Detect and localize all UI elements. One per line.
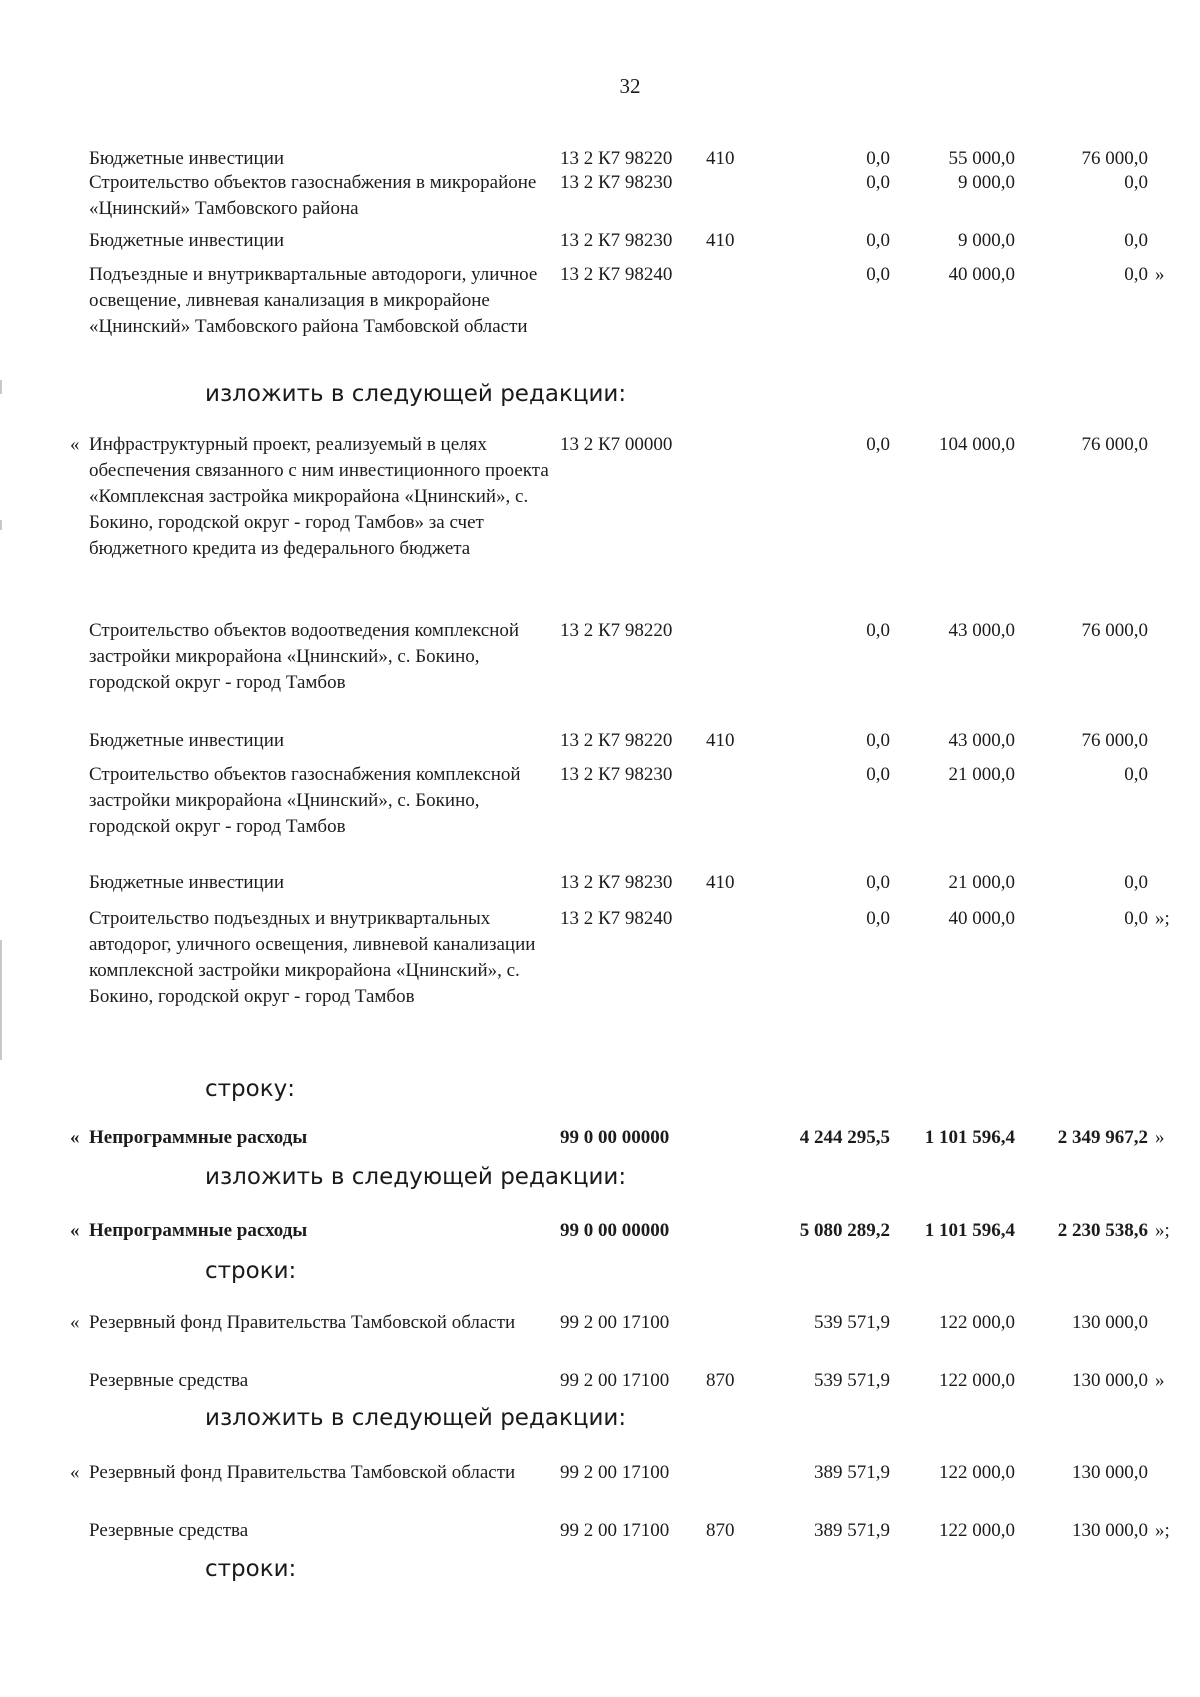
amendment-instruction: изложить в следующей редакции: — [205, 381, 627, 407]
row-value-year-1: 539 571,9 — [814, 1370, 890, 1391]
row-name: Бюджетные инвестиции — [89, 230, 285, 251]
row-name: Бюджетные инвестиции — [89, 148, 285, 169]
closing-quote: »; — [1155, 1520, 1170, 1541]
opening-quote: « — [70, 1312, 80, 1333]
row-value-year-3: 130 000,0 — [1072, 1312, 1148, 1333]
row-value-year-3: 76 000,0 — [1081, 434, 1148, 455]
row-value-year-3: 130 000,0 — [1072, 1462, 1148, 1483]
row-expense-type: 870 — [706, 1370, 735, 1391]
row-value-year-1: 389 571,9 — [814, 1462, 890, 1483]
closing-quote: » — [1155, 264, 1165, 285]
row-value-year-2: 1 101 596,4 — [924, 1127, 1015, 1148]
opening-quote: « — [70, 1127, 80, 1148]
row-value-year-2: 122 000,0 — [939, 1312, 1015, 1333]
amendment-instruction: изложить в следующей редакции: — [205, 1164, 627, 1190]
table-row — [0, 906, 1200, 1007]
table-row — [0, 762, 1200, 837]
opening-quote: « — [70, 1220, 80, 1241]
page-number: 32 — [619, 74, 641, 98]
scan-edge-mark — [0, 520, 2, 530]
row-value-year-2: 104 000,0 — [939, 434, 1015, 455]
row-value-year-1: 0,0 — [866, 230, 890, 251]
row-value-year-2: 40 000,0 — [948, 908, 1015, 929]
row-value-year-3: 2 230 538,6 — [1057, 1220, 1148, 1241]
row-value-year-2: 122 000,0 — [939, 1462, 1015, 1483]
row-target-code: 13 2 К7 98230 — [560, 764, 673, 785]
row-value-year-2: 9 000,0 — [958, 172, 1015, 193]
row-name: Подъездные и внутриквартальные автодороги, уличное освещение, ливневая канализация в микрорайоне «Цнинский» Тамбовского района Тамбовской области — [89, 264, 538, 337]
table-row — [0, 170, 1200, 219]
row-name: Строительство объектов водоотведения комплексной застройки микрорайона «Цнинский», с. Бокино, городской округ - город Тамбов — [89, 620, 520, 693]
row-value-year-1: 0,0 — [866, 872, 890, 893]
row-value-year-2: 9 000,0 — [958, 230, 1015, 251]
row-value-year-3: 0,0 — [1124, 872, 1148, 893]
row-expense-type: 870 — [706, 1520, 735, 1541]
row-value-year-3: 76 000,0 — [1081, 148, 1148, 169]
row-value-year-2: 43 000,0 — [948, 620, 1015, 641]
row-target-code: 13 2 К7 98220 — [560, 730, 673, 751]
row-value-year-1: 539 571,9 — [814, 1312, 890, 1333]
row-value-year-2: 43 000,0 — [948, 730, 1015, 751]
row-value-year-2: 122 000,0 — [939, 1520, 1015, 1541]
row-value-year-1: 0,0 — [866, 764, 890, 785]
row-target-code: 13 2 К7 98230 — [560, 172, 673, 193]
row-target-code: 13 2 К7 98230 — [560, 872, 673, 893]
row-value-year-1: 0,0 — [866, 908, 890, 929]
table-row — [0, 1125, 1200, 1155]
closing-quote: » — [1155, 1127, 1165, 1148]
row-value-year-3: 76 000,0 — [1081, 620, 1148, 641]
row-value-year-2: 122 000,0 — [939, 1370, 1015, 1391]
row-name: Резервный фонд Правительства Тамбовской области — [89, 1312, 516, 1333]
row-value-year-1: 4 244 295,5 — [799, 1127, 890, 1148]
row-target-code: 99 2 00 17100 — [560, 1520, 670, 1541]
table-row — [0, 870, 1200, 900]
row-name: Непрограммные расходы — [89, 1220, 308, 1241]
row-value-year-3: 0,0 — [1124, 908, 1148, 929]
row-value-year-1: 389 571,9 — [814, 1520, 890, 1541]
opening-quote: « — [70, 434, 80, 455]
row-expense-type: 410 — [706, 730, 735, 751]
row-value-year-3: 0,0 — [1124, 230, 1148, 251]
row-name: Резервный фонд Правительства Тамбовской области — [89, 1462, 516, 1483]
row-target-code: 99 2 00 17100 — [560, 1312, 670, 1333]
table-row — [0, 618, 1200, 693]
table-row — [0, 1310, 1200, 1340]
row-target-code: 13 2 К7 98220 — [560, 148, 673, 169]
row-value-year-3: 0,0 — [1124, 264, 1148, 285]
row-value-year-2: 21 000,0 — [948, 872, 1015, 893]
row-value-year-1: 5 080 289,2 — [799, 1220, 890, 1241]
table-row — [0, 1518, 1200, 1548]
row-target-code: 13 2 К7 00000 — [560, 434, 673, 455]
closing-quote: »; — [1155, 908, 1170, 929]
amendment-instruction: строку: — [205, 1076, 295, 1102]
row-name: Бюджетные инвестиции — [89, 730, 285, 751]
row-target-code: 99 0 00 00000 — [560, 1220, 670, 1241]
row-value-year-3: 130 000,0 — [1072, 1370, 1148, 1391]
row-name: Резервные средства — [89, 1520, 249, 1541]
row-target-code: 13 2 К7 98220 — [560, 620, 673, 641]
table-row — [0, 262, 1200, 337]
row-expense-type: 410 — [706, 230, 735, 251]
table-row — [0, 1460, 1200, 1490]
row-expense-type: 410 — [706, 148, 735, 169]
opening-quote: « — [70, 1462, 80, 1483]
row-target-code: 13 2 К7 98240 — [560, 908, 673, 929]
row-value-year-3: 2 349 967,2 — [1057, 1127, 1148, 1148]
row-value-year-3: 130 000,0 — [1072, 1520, 1148, 1541]
row-name: Строительство объектов газоснабжения в микрорайоне «Цнинский» Тамбовского района — [89, 172, 537, 219]
row-value-year-1: 0,0 — [866, 148, 890, 169]
row-value-year-1: 0,0 — [866, 434, 890, 455]
row-target-code: 99 2 00 17100 — [560, 1462, 670, 1483]
row-name: Строительство объектов газоснабжения комплексной застройки микрорайона «Цнинский», с. Бокино, городской округ - город Тамбов — [89, 764, 521, 837]
row-value-year-3: 0,0 — [1124, 764, 1148, 785]
table-row — [0, 728, 1200, 758]
row-value-year-1: 0,0 — [866, 620, 890, 641]
scan-edge-mark — [0, 940, 2, 1060]
row-value-year-1: 0,0 — [866, 730, 890, 751]
row-name: Строительство подъездных и внутриквартальных автодорог, уличного освещения, ливневой канализации комплексной застройки микрорайона «Цнинский», с. Бокино, городской округ - город Тамбов — [89, 908, 536, 1007]
row-value-year-2: 1 101 596,4 — [924, 1220, 1015, 1241]
row-name: Инфраструктурный проект, реализуемый в целях обеспечения связанного с ним инвестиционного проекта «Комплексная застройка микрорайона «Цнинский», с. Бокино, городской округ - город Тамбов» за счет бюджетного кредита из федерального бюджета — [89, 434, 549, 559]
row-target-code: 13 2 К7 98230 — [560, 230, 673, 251]
table-row — [0, 1368, 1200, 1398]
closing-quote: » — [1155, 1370, 1165, 1391]
row-name: Резервные средства — [89, 1370, 249, 1391]
row-name: Непрограммные расходы — [89, 1127, 308, 1148]
amendment-instruction: строки: — [205, 1258, 297, 1284]
row-value-year-1: 0,0 — [866, 264, 890, 285]
closing-quote: »; — [1155, 1220, 1170, 1241]
row-value-year-2: 55 000,0 — [948, 148, 1015, 169]
scan-edge-mark — [0, 380, 2, 394]
amendment-instruction: изложить в следующей редакции: — [205, 1405, 627, 1431]
row-value-year-3: 0,0 — [1124, 172, 1148, 193]
table-row — [0, 432, 1200, 559]
row-value-year-1: 0,0 — [866, 172, 890, 193]
row-target-code: 99 2 00 17100 — [560, 1370, 670, 1391]
amendment-instruction: строки: — [205, 1556, 297, 1582]
row-value-year-3: 76 000,0 — [1081, 730, 1148, 751]
row-target-code: 99 0 00 00000 — [560, 1127, 670, 1148]
row-expense-type: 410 — [706, 872, 735, 893]
row-value-year-2: 40 000,0 — [948, 264, 1015, 285]
row-target-code: 13 2 К7 98240 — [560, 264, 673, 285]
row-name: Бюджетные инвестиции — [89, 872, 285, 893]
table-row — [0, 1218, 1200, 1248]
row-value-year-2: 21 000,0 — [948, 764, 1015, 785]
table-row — [0, 228, 1200, 258]
